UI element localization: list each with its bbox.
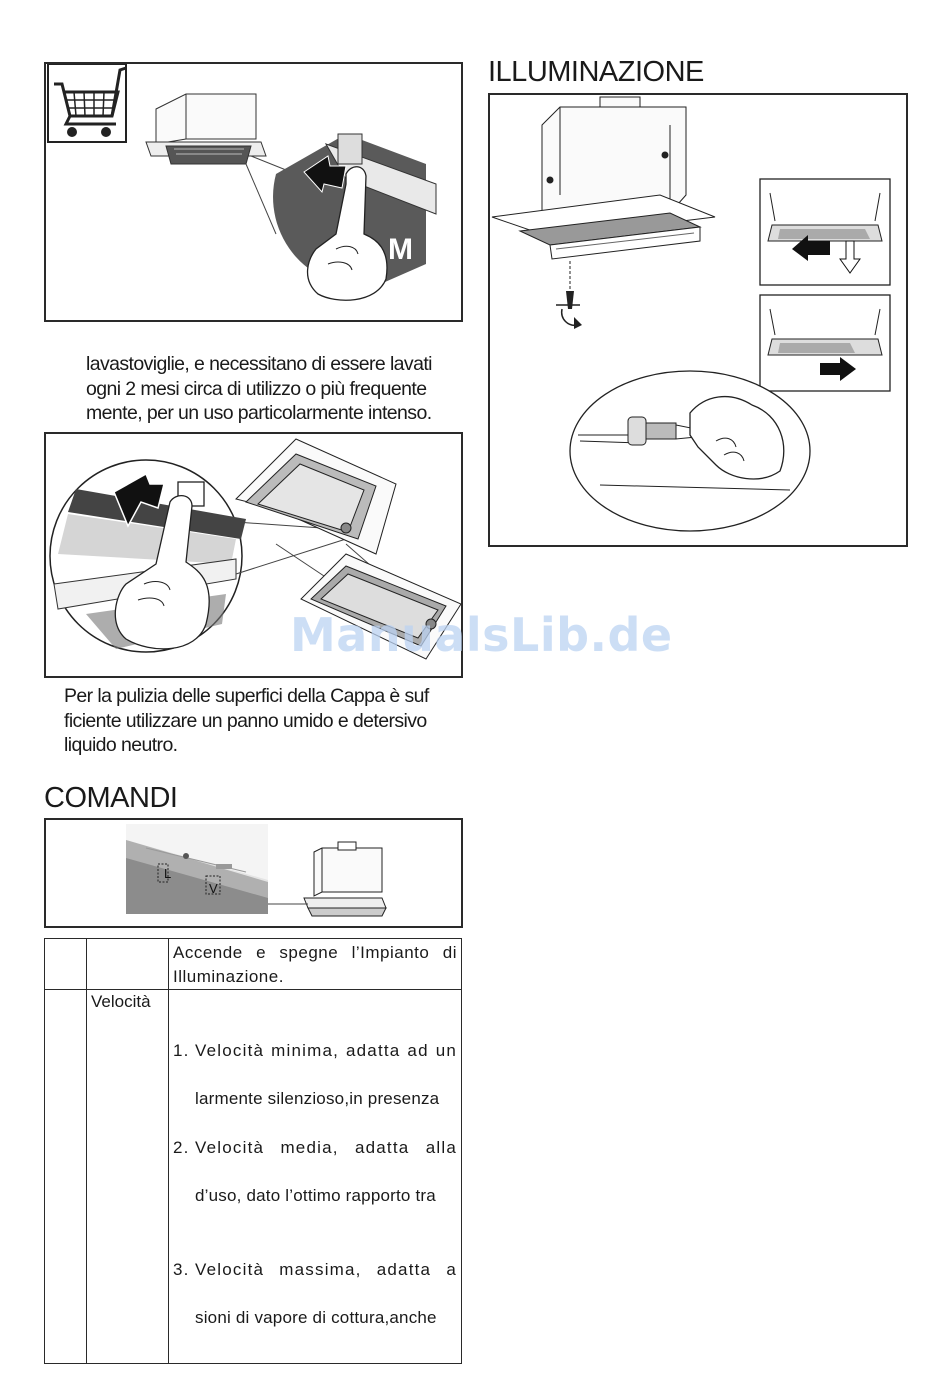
cleaning-line-3: liquido neutro. [64, 734, 178, 756]
table-row [45, 939, 462, 990]
watermark: ManualsLib.de [290, 608, 673, 662]
speed-item-1: 1. Velocità minima, adatta ad un [173, 1041, 457, 1060]
table-row [45, 990, 462, 1364]
speed-item-2: 2. Velocità media, adatta alla [173, 1138, 457, 1157]
label-speed: V [209, 881, 218, 896]
cleaning-line-1: Per la pulizia delle superfici della Cappa è suf [64, 685, 429, 707]
speed-item-2-continued: d’uso, dato l’ottimo rapporto tra [195, 1186, 436, 1205]
name-cell [87, 990, 169, 1364]
cleaning-paragraph [64, 684, 429, 758]
hood-mini-illustration [268, 842, 386, 916]
lamp-removal-bottom [760, 295, 890, 391]
filters-line-1: lavastoviglie, e necessitano di essere lavati [86, 353, 432, 375]
label-light: L [164, 866, 172, 881]
illuminazione-heading: ILLUMINAZIONE [488, 56, 704, 88]
shopping-cart-icon [48, 64, 126, 142]
name-cell [87, 939, 169, 990]
description-cell [169, 939, 462, 990]
filters-line-2: ogni 2 mesi circa di utilizzo o più frequente [86, 377, 427, 400]
svg-text:M: M [388, 233, 413, 266]
hood-illustration [146, 94, 296, 234]
control-panel-photo [126, 824, 268, 914]
symbol-cell [45, 990, 87, 1364]
speed-item-3-continued: sioni di vapore di cottura,anche [195, 1308, 437, 1327]
speed-item-3: 3. Velocità massima, adatta a [173, 1260, 457, 1279]
magnified-circle [273, 134, 436, 300]
light-description: Accende e spegne l’Impianto di Illuminazione. [173, 943, 457, 986]
filters-paragraph [86, 352, 432, 426]
speed-item-1-continued: larmente silenzioso,in presenza [195, 1089, 440, 1108]
magnified-lamp-circle [570, 371, 810, 531]
hood-illustration [492, 97, 715, 295]
comandi-heading: COMANDI [44, 782, 178, 814]
symbol-cell [45, 939, 87, 990]
speed-description-cell [169, 990, 462, 1364]
figure-filter-removal [44, 62, 463, 322]
filters-line-3: mente, per un uso particolarmente intenso. [86, 402, 432, 424]
filter-panel-top [236, 439, 396, 554]
screwdriver-icon [556, 291, 582, 329]
figure-lamp-replacement [488, 93, 908, 547]
figure-control-panel [44, 818, 463, 928]
speed-label: Velocità [91, 992, 151, 1011]
magnified-latch-circle [50, 460, 246, 652]
cleaning-line-2: ficiente utilizzare un panno umido e detersivo [64, 709, 427, 732]
commands-table [44, 938, 462, 1364]
lamp-removal-top [760, 179, 890, 285]
